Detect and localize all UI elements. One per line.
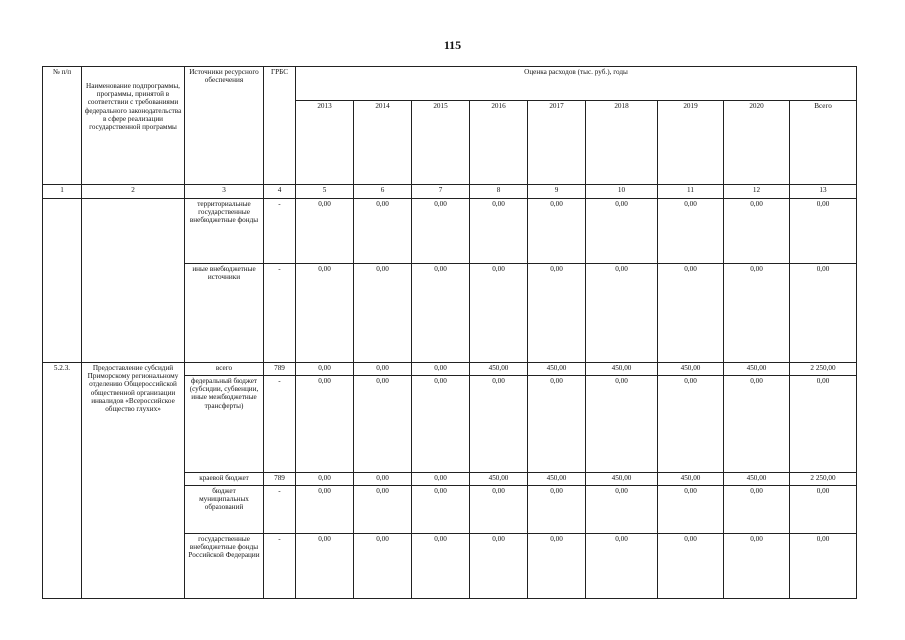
value-cell: 0,00 bbox=[354, 199, 412, 264]
value-cell: 0,00 bbox=[724, 199, 790, 264]
value-cell: 0,00 bbox=[296, 199, 354, 264]
header-year: 2020 bbox=[724, 101, 790, 185]
header-col-name bbox=[82, 67, 185, 185]
source-cell: иные внебюджетные источники bbox=[185, 264, 264, 363]
total-cell: 0,00 bbox=[790, 199, 857, 264]
value-cell: 0,00 bbox=[296, 534, 354, 599]
value-cell: 0,00 bbox=[412, 264, 470, 363]
value-cell: 0,00 bbox=[354, 486, 412, 534]
value-cell: 0,00 bbox=[354, 363, 412, 376]
grbs-cell: - bbox=[264, 199, 296, 264]
grbs-cell: 789 bbox=[264, 363, 296, 376]
column-number: 5 bbox=[296, 185, 354, 199]
column-number: 4 bbox=[264, 185, 296, 199]
value-cell: 0,00 bbox=[528, 376, 586, 473]
header-col-grbs: ГРБС bbox=[264, 67, 296, 185]
value-cell: 0,00 bbox=[658, 264, 724, 363]
value-cell: 0,00 bbox=[412, 473, 470, 486]
grbs-cell: - bbox=[264, 264, 296, 363]
value-cell: 0,00 bbox=[586, 376, 658, 473]
value-cell: 0,00 bbox=[528, 264, 586, 363]
table-row bbox=[43, 363, 857, 376]
value-cell: 0,00 bbox=[724, 486, 790, 534]
value-cell: 0,00 bbox=[470, 486, 528, 534]
header-col-name-text: Наименование подпрограммы, программы, принятой в соответствии с требованиями федерального законодательства в сфере реализации государственной программы bbox=[84, 82, 182, 132]
column-numbers-row bbox=[43, 185, 857, 199]
value-cell: 0,00 bbox=[658, 486, 724, 534]
value-cell: 450,00 bbox=[724, 363, 790, 376]
column-number: 8 bbox=[470, 185, 528, 199]
header-year: 2019 bbox=[658, 101, 724, 185]
value-cell: 0,00 bbox=[470, 376, 528, 473]
column-number: 10 bbox=[586, 185, 658, 199]
value-cell: 450,00 bbox=[658, 363, 724, 376]
grbs-cell: - bbox=[264, 486, 296, 534]
value-cell: 0,00 bbox=[296, 376, 354, 473]
value-cell: 0,00 bbox=[470, 199, 528, 264]
source-cell: государственные внебюджетные фонды Российской Федерации bbox=[185, 534, 264, 599]
value-cell: 0,00 bbox=[586, 199, 658, 264]
item-name-cell bbox=[82, 199, 185, 363]
header-year: 2013 bbox=[296, 101, 354, 185]
value-cell: 0,00 bbox=[412, 486, 470, 534]
value-cell: 450,00 bbox=[528, 473, 586, 486]
item-num: 5.2.3. bbox=[43, 363, 82, 599]
total-cell: 2 250,00 bbox=[790, 473, 857, 486]
column-number: 7 bbox=[412, 185, 470, 199]
item-num-cell bbox=[43, 199, 82, 363]
column-number: 6 bbox=[354, 185, 412, 199]
source-cell: федеральный бюджет (субсидии, субвенции, иные межбюджетные трансферты) bbox=[185, 376, 264, 473]
value-cell: 0,00 bbox=[528, 534, 586, 599]
value-cell: 0,00 bbox=[354, 534, 412, 599]
value-cell: 0,00 bbox=[412, 376, 470, 473]
value-cell: 0,00 bbox=[470, 534, 528, 599]
column-number: 1 bbox=[43, 185, 82, 199]
page-number: 115 bbox=[443, 38, 462, 52]
grbs-cell: 789 bbox=[264, 473, 296, 486]
value-cell: 0,00 bbox=[658, 534, 724, 599]
value-cell: 0,00 bbox=[528, 486, 586, 534]
value-cell: 0,00 bbox=[658, 199, 724, 264]
grbs-cell: - bbox=[264, 534, 296, 599]
budget-table bbox=[42, 66, 857, 599]
column-number: 9 bbox=[528, 185, 586, 199]
value-cell: 0,00 bbox=[296, 486, 354, 534]
value-cell: 0,00 bbox=[470, 264, 528, 363]
total-cell: 0,00 bbox=[790, 264, 857, 363]
total-cell: 0,00 bbox=[790, 534, 857, 599]
value-cell: 450,00 bbox=[586, 363, 658, 376]
source-cell: краевой бюджет bbox=[185, 473, 264, 486]
value-cell: 450,00 bbox=[586, 473, 658, 486]
grbs-cell: - bbox=[264, 376, 296, 473]
table-row bbox=[43, 199, 857, 264]
value-cell: 0,00 bbox=[658, 376, 724, 473]
value-cell: 0,00 bbox=[412, 534, 470, 599]
header-year: 2014 bbox=[354, 101, 412, 185]
header-total: Всего bbox=[790, 101, 857, 185]
value-cell: 0,00 bbox=[354, 473, 412, 486]
value-cell: 0,00 bbox=[296, 473, 354, 486]
source-cell: всего bbox=[185, 363, 264, 376]
value-cell: 0,00 bbox=[586, 534, 658, 599]
header-row bbox=[43, 67, 857, 101]
total-cell: 0,00 bbox=[790, 486, 857, 534]
item-name: Предоставление субсидий Приморскому региональному отделению Общероссийской общественной организации инвалидов «Всероссийское общество глухих» bbox=[82, 363, 185, 599]
column-number: 12 bbox=[724, 185, 790, 199]
value-cell: 0,00 bbox=[586, 486, 658, 534]
total-cell: 0,00 bbox=[790, 376, 857, 473]
column-number: 13 bbox=[790, 185, 857, 199]
value-cell: 0,00 bbox=[724, 264, 790, 363]
value-cell: 450,00 bbox=[470, 363, 528, 376]
column-number: 11 bbox=[658, 185, 724, 199]
value-cell: 450,00 bbox=[724, 473, 790, 486]
header-year: 2017 bbox=[528, 101, 586, 185]
column-number: 3 bbox=[185, 185, 264, 199]
value-cell: 0,00 bbox=[412, 199, 470, 264]
value-cell: 0,00 bbox=[354, 376, 412, 473]
column-number: 2 bbox=[82, 185, 185, 199]
value-cell: 0,00 bbox=[586, 264, 658, 363]
header-year: 2016 bbox=[470, 101, 528, 185]
value-cell: 0,00 bbox=[296, 264, 354, 363]
value-cell: 0,00 bbox=[354, 264, 412, 363]
value-cell: 0,00 bbox=[528, 199, 586, 264]
value-cell: 450,00 bbox=[528, 363, 586, 376]
value-cell: 0,00 bbox=[724, 376, 790, 473]
total-cell: 2 250,00 bbox=[790, 363, 857, 376]
value-cell: 0,00 bbox=[724, 534, 790, 599]
source-cell: территориальные государственные внебюджетные фонды bbox=[185, 199, 264, 264]
value-cell: 0,00 bbox=[412, 363, 470, 376]
header-col-num: № п/п bbox=[43, 67, 82, 185]
value-cell: 450,00 bbox=[658, 473, 724, 486]
value-cell: 0,00 bbox=[296, 363, 354, 376]
header-year: 2018 bbox=[586, 101, 658, 185]
header-col-source: Источники ресурсного обеспечения bbox=[185, 67, 264, 185]
header-year: 2015 bbox=[412, 101, 470, 185]
value-cell: 450,00 bbox=[470, 473, 528, 486]
source-cell: бюджет муниципальных образований bbox=[185, 486, 264, 534]
header-estimate: Оценка расходов (тыс. руб.), годы bbox=[296, 67, 857, 101]
